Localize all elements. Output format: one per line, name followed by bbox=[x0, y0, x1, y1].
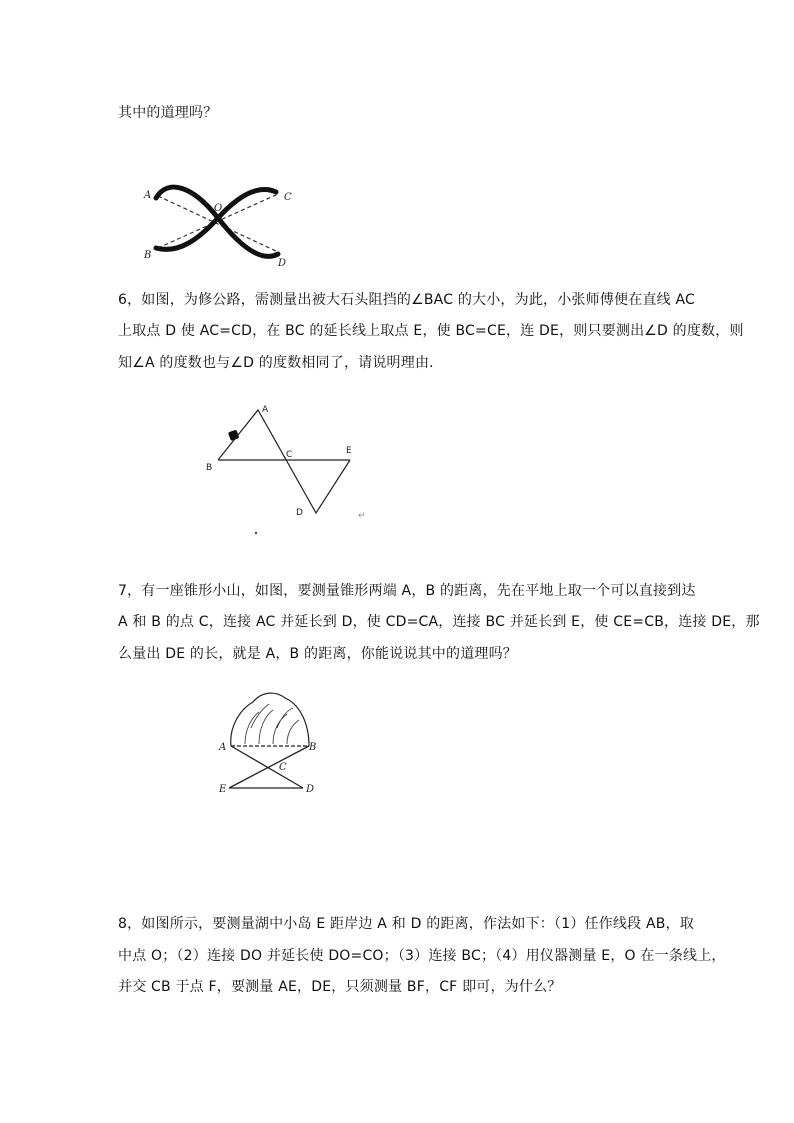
figure-hill-diagram bbox=[215, 688, 325, 798]
label-o: O bbox=[214, 203, 223, 214]
figure-tongs-diagram bbox=[138, 178, 298, 270]
label-a: A bbox=[219, 742, 227, 753]
question-6-line-2: 上取点 D 使 AC=CD，在 BC 的延长线上取点 E，使 BC=CE，连 DE，则只要测出∠D 的度数，则 bbox=[118, 323, 744, 339]
stray-dot bbox=[255, 532, 257, 534]
question-7-line-1: 7，有一座锥形小山，如图，要测量锥形两端 A，B 的距离，先在平地上取一个可以直接到达 bbox=[118, 583, 696, 599]
question-6-line-1: 6，如图，为修公路，需测量出被大石头阻挡的∠BAC 的大小，为此，小张师傅便在直线 AC bbox=[118, 292, 695, 308]
label-c: C bbox=[279, 762, 287, 773]
label-d: D bbox=[306, 784, 315, 795]
question-6-line-3: 知∠A 的度数也与∠D 的度数相同了，请说明理由. bbox=[118, 355, 434, 371]
label-a: A bbox=[144, 190, 152, 201]
label-d: D bbox=[278, 258, 287, 269]
label-b: B bbox=[309, 742, 317, 753]
label-b: B bbox=[206, 463, 213, 473]
question-8-line-1: 8，如图所示，要测量湖中小岛 E 距岸边 A 和 D 的距离，作法如下：（1）任作线段 AB，取 bbox=[118, 916, 694, 932]
label-a: A bbox=[262, 405, 269, 415]
hill-outline bbox=[231, 693, 309, 746]
label-e: E bbox=[346, 446, 352, 456]
triangle-lines bbox=[218, 410, 350, 513]
hill-texture bbox=[245, 704, 299, 744]
label-e: E bbox=[219, 784, 227, 795]
question-7-line-2: A 和 B 的点 C，连接 AC 并延长到 D，使 CD=CA，连接 BC 并延长到 E，使 CE=CB，连接 DE，那 bbox=[118, 614, 760, 630]
question-5-tail: 其中的道理吗？ bbox=[118, 105, 218, 121]
label-d: D bbox=[296, 508, 303, 518]
label-c: C bbox=[286, 450, 293, 460]
label-c: C bbox=[284, 192, 292, 203]
question-7-line-3: 么量出 DE 的长，就是 A，B 的距离，你能说说其中的道理吗？ bbox=[118, 646, 518, 662]
question-8-line-3: 并交 CB 于点 F，要测量 AE，DE，只须测量 BF，CF 即可，为什么？ bbox=[118, 979, 562, 995]
return-mark-icon: ↵ bbox=[358, 511, 366, 521]
question-8-line-2: 中点 O；（2）连接 DO 并延长使 DO=CO；（3）连接 BC；（4）用仪器测量 E，O 在一条线上， bbox=[118, 948, 726, 964]
rock-shape bbox=[228, 430, 240, 442]
label-b: B bbox=[144, 250, 152, 261]
figure-triangle-rock-diagram bbox=[200, 400, 380, 540]
